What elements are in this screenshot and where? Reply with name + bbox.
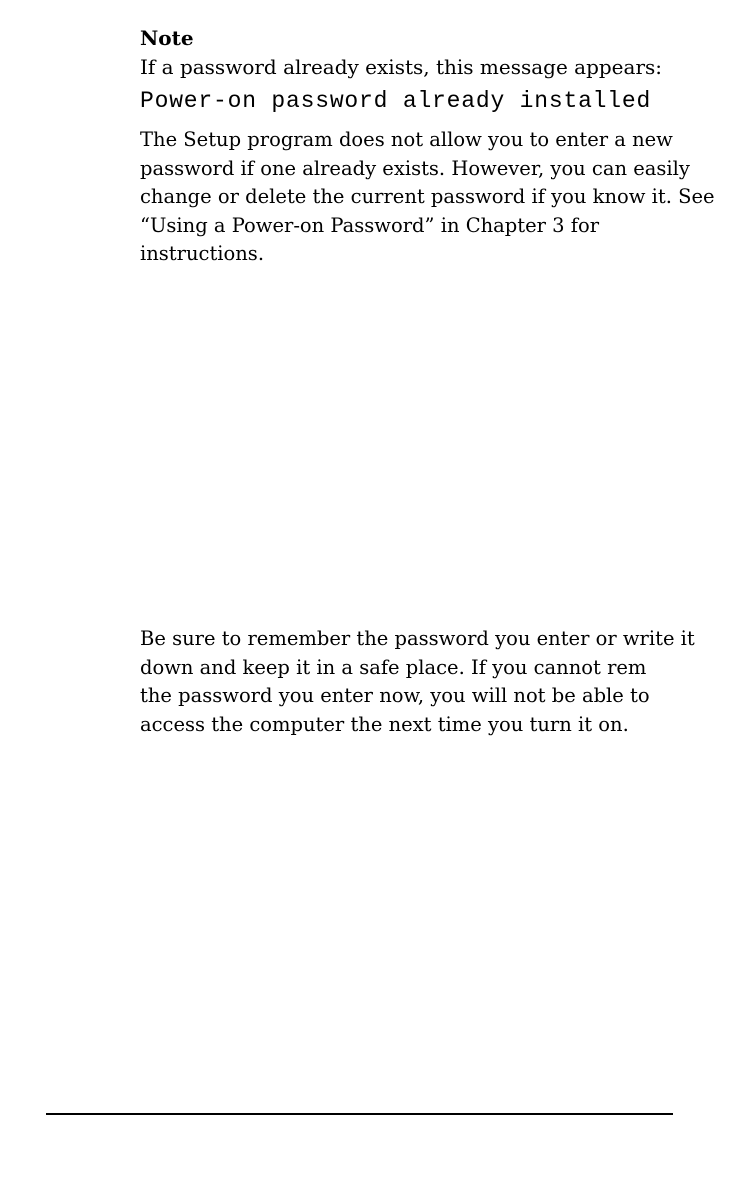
note-body-line: password if one already exists. However, you can easily xyxy=(140,156,690,180)
warning-body-line: access the computer the next time you turn it on. xyxy=(140,712,629,736)
note-body-line: instructions. xyxy=(140,242,265,266)
note-intro-text: If a password already exists, this message appears: xyxy=(140,55,663,79)
note-body-line: change or delete the current password if you know it. See xyxy=(140,185,715,209)
warning-body-line: down and keep it in a safe place. If you cannot rem xyxy=(140,655,647,679)
note-body-line: “Using a Power-on Password” in Chapter 3 for xyxy=(140,213,600,237)
warning-body xyxy=(140,625,720,739)
note-body xyxy=(140,126,720,269)
footer-rule xyxy=(46,1113,673,1115)
warning-body-line: the password you enter now, you will not be able to xyxy=(140,684,650,708)
note-heading: Note xyxy=(140,26,194,50)
warning-body-line: Be sure to remember the password you enter or write it xyxy=(140,627,695,650)
password-installed-message: Power-on password already installed xyxy=(140,88,652,114)
note-body-line: The Setup program does not allow you to enter a new xyxy=(140,128,673,151)
